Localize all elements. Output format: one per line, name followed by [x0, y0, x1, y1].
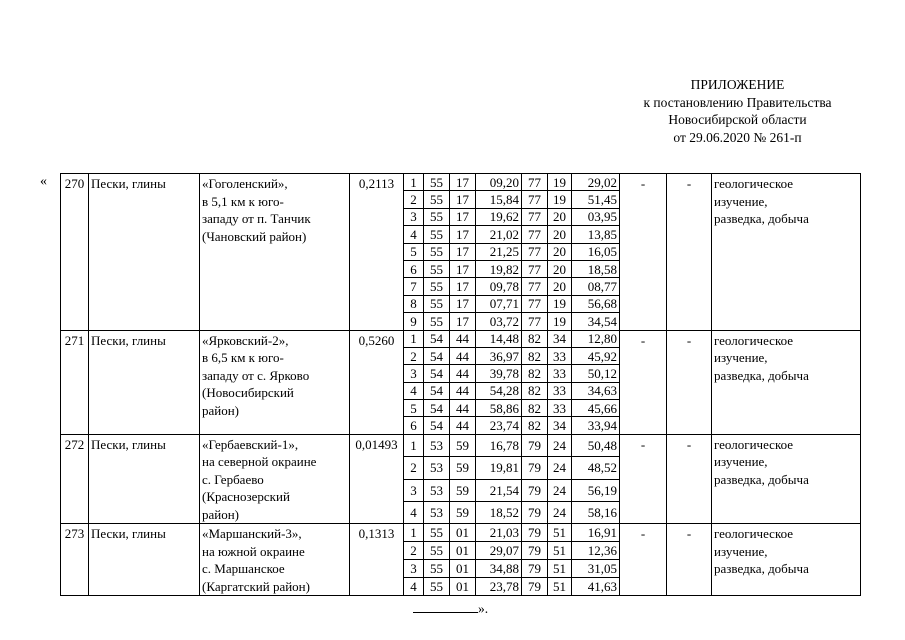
lon-seconds: 12,36 — [572, 542, 620, 560]
lat-seconds: 23,78 — [476, 578, 522, 596]
lat-minutes: 17 — [450, 208, 476, 225]
lat-seconds: 19,62 — [476, 208, 522, 225]
appendix-header — [610, 76, 865, 146]
lon-minutes: 33 — [548, 347, 572, 364]
lon-minutes: 33 — [548, 365, 572, 382]
row-number: 270 — [61, 174, 89, 331]
lat-seconds: 36,97 — [476, 347, 522, 364]
row-number: 271 — [61, 330, 89, 434]
lat-minutes: 17 — [450, 174, 476, 191]
lon-degrees: 77 — [522, 226, 548, 243]
dash-cell-b: - — [667, 434, 712, 524]
purpose-line: геологическое — [714, 332, 794, 348]
deposit-name-line: район) — [202, 506, 240, 522]
lat-degrees: 55 — [424, 278, 450, 295]
lon-minutes: 20 — [548, 243, 572, 260]
lat-degrees: 55 — [424, 313, 450, 330]
lon-minutes: 51 — [548, 542, 572, 560]
lon-minutes: 33 — [548, 382, 572, 399]
deposit-name — [200, 524, 350, 596]
lon-seconds: 12,80 — [572, 330, 620, 347]
area-value: 0,2113 — [350, 174, 404, 331]
header-title: ПРИЛОЖЕНИЕ — [690, 77, 785, 92]
deposit-name-line: западу от п. Танчик — [202, 211, 311, 226]
lat-minutes: 59 — [450, 479, 476, 501]
dash-cell-a: - — [620, 434, 667, 524]
lat-seconds: 09,20 — [476, 174, 522, 191]
point-number: 4 — [404, 382, 424, 399]
lat-minutes: 01 — [450, 542, 476, 560]
lon-seconds: 34,63 — [572, 382, 620, 399]
lon-degrees: 77 — [522, 191, 548, 208]
lon-minutes: 20 — [548, 260, 572, 277]
lon-seconds: 16,91 — [572, 524, 620, 542]
lat-degrees: 55 — [424, 260, 450, 277]
point-number: 5 — [404, 243, 424, 260]
point-number: 4 — [404, 578, 424, 596]
lat-minutes: 17 — [450, 191, 476, 208]
lon-minutes: 24 — [548, 457, 572, 479]
area-value: 0,01493 — [350, 434, 404, 524]
point-number: 2 — [404, 191, 424, 208]
purpose-line: геологическое — [714, 176, 794, 191]
mineral-type: Пески, глины — [89, 524, 200, 596]
lat-degrees: 53 — [424, 501, 450, 523]
lon-seconds: 58,16 — [572, 501, 620, 523]
lat-minutes: 44 — [450, 347, 476, 364]
purpose-line: разведка, добыча — [714, 367, 809, 383]
lon-seconds: 50,48 — [572, 434, 620, 456]
deposit-name-line: «Ярковский-2», — [202, 332, 289, 348]
lon-minutes: 19 — [548, 174, 572, 191]
mineral-type: Пески, глины — [89, 330, 200, 434]
lat-minutes: 17 — [450, 295, 476, 312]
deposit-name-line: (Краснозерский — [202, 489, 290, 505]
lon-minutes: 19 — [548, 313, 572, 330]
point-number: 3 — [404, 560, 424, 578]
deposit-name-line: с. Гербаево — [202, 471, 264, 487]
closing-quote: ». — [478, 601, 489, 616]
purpose-text — [712, 524, 861, 596]
lon-degrees: 82 — [522, 347, 548, 364]
header-line-date: от 29.06.2020 № 261-п — [673, 129, 802, 145]
lat-minutes: 44 — [450, 400, 476, 417]
table-row — [61, 174, 861, 191]
point-number: 1 — [404, 524, 424, 542]
deposit-name-line: (Чановский район) — [202, 228, 307, 244]
lat-minutes: 44 — [450, 382, 476, 399]
lon-degrees: 79 — [522, 542, 548, 560]
lat-degrees: 55 — [424, 191, 450, 208]
lon-degrees: 79 — [522, 501, 548, 523]
deposit-name-line: (Каргатский район) — [202, 578, 310, 594]
point-number: 8 — [404, 295, 424, 312]
lon-degrees: 79 — [522, 479, 548, 501]
lat-seconds: 07,71 — [476, 295, 522, 312]
lat-seconds: 23,74 — [476, 417, 522, 434]
deposit-name-line: на северной окраине — [202, 454, 317, 470]
lat-minutes: 59 — [450, 501, 476, 523]
lat-minutes: 59 — [450, 457, 476, 479]
point-number: 2 — [404, 347, 424, 364]
lon-seconds: 13,85 — [572, 226, 620, 243]
deposit-name-line: с. Маршанское — [202, 561, 285, 577]
lat-seconds: 14,48 — [476, 330, 522, 347]
area-value: 0,5260 — [350, 330, 404, 434]
purpose-text — [712, 434, 861, 524]
lat-minutes: 44 — [450, 365, 476, 382]
lat-degrees: 54 — [424, 365, 450, 382]
lon-seconds: 18,58 — [572, 260, 620, 277]
lat-degrees: 55 — [424, 226, 450, 243]
purpose-line: разведка, добыча — [714, 471, 809, 487]
lon-minutes: 33 — [548, 400, 572, 417]
purpose-line: изучение, — [714, 454, 768, 470]
deposit-name-line: западу от с. Ярково — [202, 367, 310, 383]
deposit-name — [200, 174, 350, 331]
point-number: 2 — [404, 457, 424, 479]
lon-degrees: 77 — [522, 278, 548, 295]
lon-degrees: 77 — [522, 208, 548, 225]
lat-seconds: 15,84 — [476, 191, 522, 208]
point-number: 5 — [404, 400, 424, 417]
lon-minutes: 20 — [548, 208, 572, 225]
dash-cell-a: - — [620, 330, 667, 434]
lon-minutes: 34 — [548, 417, 572, 434]
lon-seconds: 08,77 — [572, 278, 620, 295]
area-value: 0,1313 — [350, 524, 404, 596]
lat-degrees: 54 — [424, 330, 450, 347]
purpose-line: геологическое — [714, 436, 794, 452]
lat-seconds: 21,25 — [476, 243, 522, 260]
lon-degrees: 79 — [522, 560, 548, 578]
header-line-resolution: к постановлению Правительства — [643, 94, 832, 110]
table-footer — [413, 601, 488, 617]
dash-cell-b: - — [667, 330, 712, 434]
purpose-line: изучение, — [714, 543, 768, 559]
lon-seconds: 41,63 — [572, 578, 620, 596]
deposit-name-line: «Маршанский-3», — [202, 526, 302, 542]
lat-minutes: 17 — [450, 313, 476, 330]
point-number: 4 — [404, 501, 424, 523]
lon-degrees: 77 — [522, 174, 548, 191]
lon-minutes: 24 — [548, 501, 572, 523]
table-row — [61, 330, 861, 347]
lat-degrees: 53 — [424, 457, 450, 479]
lat-seconds: 19,81 — [476, 457, 522, 479]
lat-seconds: 39,78 — [476, 365, 522, 382]
lon-seconds: 03,95 — [572, 208, 620, 225]
lat-degrees: 54 — [424, 400, 450, 417]
lat-seconds: 58,86 — [476, 400, 522, 417]
purpose-line: разведка, добыча — [714, 211, 809, 226]
lat-minutes: 17 — [450, 226, 476, 243]
lon-seconds: 56,19 — [572, 479, 620, 501]
lon-minutes: 34 — [548, 330, 572, 347]
purpose-line: разведка, добыча — [714, 561, 809, 577]
lat-degrees: 55 — [424, 578, 450, 596]
lat-seconds: 54,28 — [476, 382, 522, 399]
lat-seconds: 21,54 — [476, 479, 522, 501]
lat-seconds: 21,03 — [476, 524, 522, 542]
deposit-name — [200, 330, 350, 434]
lon-seconds: 31,05 — [572, 560, 620, 578]
point-number: 6 — [404, 260, 424, 277]
lon-degrees: 79 — [522, 524, 548, 542]
lat-seconds: 16,78 — [476, 434, 522, 456]
lat-degrees: 53 — [424, 479, 450, 501]
lat-degrees: 55 — [424, 560, 450, 578]
lat-seconds: 19,82 — [476, 260, 522, 277]
point-number: 1 — [404, 330, 424, 347]
lat-seconds: 29,07 — [476, 542, 522, 560]
lon-minutes: 20 — [548, 278, 572, 295]
lat-degrees: 55 — [424, 524, 450, 542]
deposit-name-line: (Новосибирский — [202, 385, 294, 401]
lat-minutes: 01 — [450, 524, 476, 542]
lon-degrees: 77 — [522, 260, 548, 277]
lat-degrees: 53 — [424, 434, 450, 456]
lat-degrees: 54 — [424, 417, 450, 434]
purpose-text — [712, 330, 861, 434]
lat-minutes: 01 — [450, 560, 476, 578]
lat-degrees: 55 — [424, 174, 450, 191]
lat-minutes: 44 — [450, 417, 476, 434]
lat-minutes: 59 — [450, 434, 476, 456]
lon-degrees: 82 — [522, 365, 548, 382]
lat-degrees: 55 — [424, 542, 450, 560]
point-number: 6 — [404, 417, 424, 434]
signature-line — [413, 601, 478, 613]
point-number: 3 — [404, 479, 424, 501]
lat-minutes: 44 — [450, 330, 476, 347]
lon-degrees: 79 — [522, 434, 548, 456]
point-number: 3 — [404, 365, 424, 382]
lat-seconds: 34,88 — [476, 560, 522, 578]
deposit-name-line: в 5,1 км к юго- — [202, 193, 284, 209]
lon-minutes: 51 — [548, 560, 572, 578]
lat-degrees: 55 — [424, 243, 450, 260]
lat-degrees: 54 — [424, 347, 450, 364]
deposit-name — [200, 434, 350, 524]
purpose-text — [712, 174, 861, 331]
lat-minutes: 17 — [450, 260, 476, 277]
lon-degrees: 77 — [522, 243, 548, 260]
lon-degrees: 77 — [522, 313, 548, 330]
point-number: 4 — [404, 226, 424, 243]
lon-minutes: 20 — [548, 226, 572, 243]
point-number: 7 — [404, 278, 424, 295]
lon-degrees: 82 — [522, 382, 548, 399]
deposits-table — [60, 173, 861, 596]
lon-minutes: 51 — [548, 578, 572, 596]
table-row — [61, 524, 861, 542]
lat-seconds: 18,52 — [476, 501, 522, 523]
dash-cell-b: - — [667, 174, 712, 331]
mineral-type: Пески, глины — [89, 434, 200, 524]
opening-quote: « — [40, 174, 47, 189]
lat-minutes: 01 — [450, 578, 476, 596]
lat-degrees: 55 — [424, 208, 450, 225]
lon-degrees: 79 — [522, 457, 548, 479]
lon-seconds: 45,92 — [572, 347, 620, 364]
point-number: 1 — [404, 174, 424, 191]
point-number: 3 — [404, 208, 424, 225]
row-number: 273 — [61, 524, 89, 596]
lon-minutes: 19 — [548, 295, 572, 312]
dash-cell-a: - — [620, 524, 667, 596]
table-row — [61, 434, 861, 456]
lon-minutes: 24 — [548, 434, 572, 456]
mineral-type: Пески, глины — [89, 174, 200, 331]
lon-degrees: 79 — [522, 578, 548, 596]
lat-seconds: 03,72 — [476, 313, 522, 330]
purpose-line: геологическое — [714, 526, 794, 542]
lat-minutes: 17 — [450, 243, 476, 260]
header-line-region: Новосибирской области — [668, 112, 807, 127]
row-number: 272 — [61, 434, 89, 524]
lon-seconds: 16,05 — [572, 243, 620, 260]
deposit-name-line: «Гоголенский», — [202, 176, 288, 191]
lon-minutes: 19 — [548, 191, 572, 208]
lon-degrees: 82 — [522, 400, 548, 417]
point-number: 2 — [404, 542, 424, 560]
dash-cell-a: - — [620, 174, 667, 331]
lon-seconds: 34,54 — [572, 313, 620, 330]
lon-seconds: 51,45 — [572, 191, 620, 208]
dash-cell-b: - — [667, 524, 712, 596]
lon-minutes: 51 — [548, 524, 572, 542]
lon-seconds: 45,66 — [572, 400, 620, 417]
point-number: 1 — [404, 434, 424, 456]
lon-degrees: 82 — [522, 330, 548, 347]
lon-seconds: 56,68 — [572, 295, 620, 312]
lat-minutes: 17 — [450, 278, 476, 295]
purpose-line: изучение, — [714, 193, 768, 209]
lon-seconds: 33,94 — [572, 417, 620, 434]
lon-degrees: 77 — [522, 295, 548, 312]
purpose-line: изучение, — [714, 350, 768, 366]
deposit-name-line: на южной окраине — [202, 543, 305, 559]
lat-seconds: 09,78 — [476, 278, 522, 295]
lon-minutes: 24 — [548, 479, 572, 501]
deposit-name-line: в 6,5 км к юго- — [202, 350, 284, 366]
deposit-name-line: район) — [202, 402, 240, 418]
lat-seconds: 21,02 — [476, 226, 522, 243]
lat-degrees: 55 — [424, 295, 450, 312]
lon-degrees: 82 — [522, 417, 548, 434]
deposit-name-line: «Гербаевский-1», — [202, 436, 299, 452]
lon-seconds: 48,52 — [572, 457, 620, 479]
lon-seconds: 50,12 — [572, 365, 620, 382]
lat-degrees: 54 — [424, 382, 450, 399]
point-number: 9 — [404, 313, 424, 330]
lon-seconds: 29,02 — [572, 174, 620, 191]
